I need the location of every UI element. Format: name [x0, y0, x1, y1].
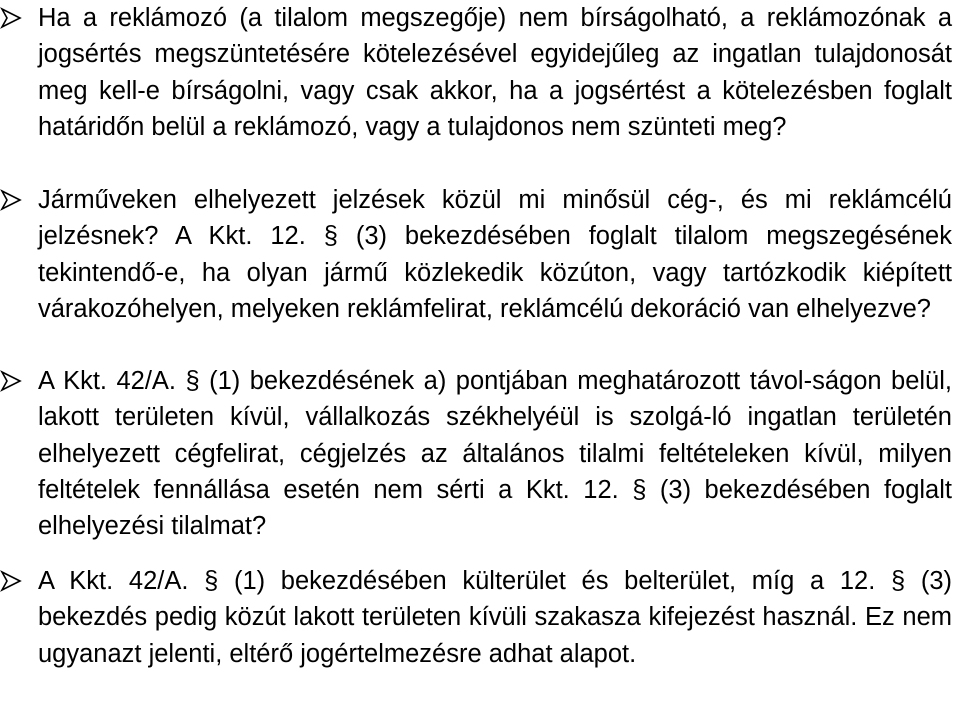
list-item-text: A Kkt. 42/A. § (1) bekezdésében külterület és belterület, míg a 12. § (3) bekezdés pedig közút lakott területen kívüli szakasza kifejezést használ. Ez nem ugyanazt jelenti, eltérő jogértelmezésre adhat alapot.: [38, 567, 952, 668]
list-item-text: Ha a reklámozó (a tilalom megszegője) nem bírságolható, a reklámozónak a jogsértés megszüntetésére kötelezésével egyidejűleg az ingatlan tulajdonosát meg kell-e bírságolni, vagy csak akkor, ha a jogsértést a kötelezésben foglalt határidőn belül a reklámozó, vagy a tulajdonos nem szünteti meg?: [38, 4, 952, 141]
list-item-text: Járműveken elhelyezett jelzések közül mi minősül cég-, és mi reklámcélú jelzésnek? A Kkt. 12. § (3) bekezdésében foglalt tilalom megszegésének tekintendő-e, ha olyan jármű közlekedik közúton, vagy tartózkodik kiépített várakozóhelyen, melyeken reklámfelirat, reklámcélú dekoráció van elhelyezve?: [38, 186, 952, 323]
arrowhead-bullet-icon: [0, 370, 22, 392]
list-item: [0, 563, 954, 672]
list-item-text: A Kkt. 42/A. § (1) bekezdésének a) pontjában meghatározott távol-ságon belül, lakott területen kívül, vállalkozás székhelyéül is szolgá-ló ingatlan területén elhelyezett cégfelirat, cégjelzés az általános tilalmi feltételeken kívül, milyen feltételek fennállása esetén nem sérti a Kkt. 12. § (3) bekezdésében foglalt elhelyezési tilalmat?: [38, 367, 952, 541]
arrowhead-bullet-icon: [0, 189, 22, 211]
list-item: [0, 0, 954, 145]
arrowhead-bullet-icon: [0, 7, 22, 29]
list-item: [0, 363, 954, 544]
list-item: [0, 182, 954, 327]
arrowhead-bullet-icon: [0, 570, 22, 592]
